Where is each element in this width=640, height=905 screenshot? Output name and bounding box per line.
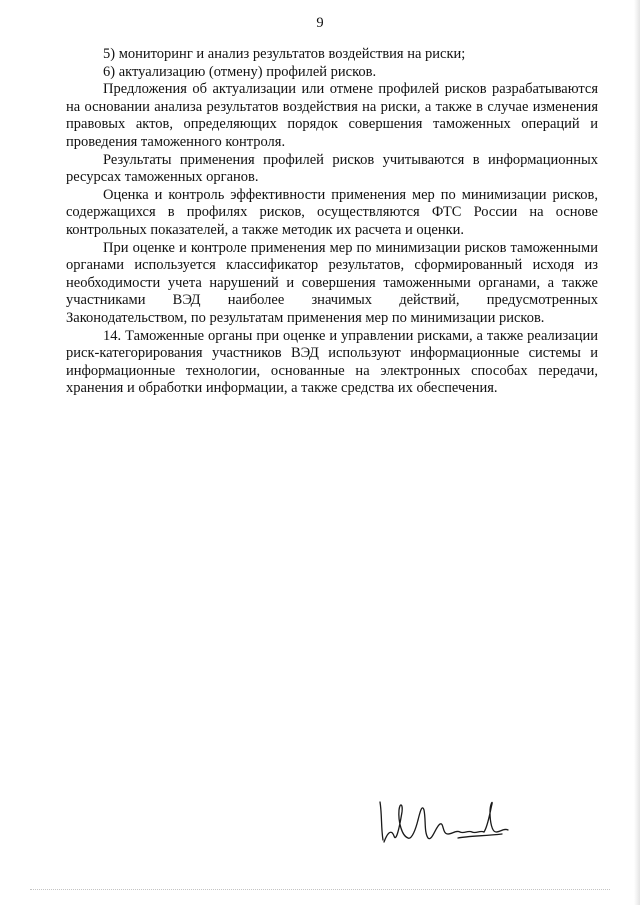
- paragraph-results-classifier: При оценке и контроле применения мер по минимизации рисков таможенными органами используется классификатор результатов, сформированный исходя из необходимости учета нарушений и совершения таможенными органами, а также участниками ВЭД наиболее значимых действий, предусмотренных Законодательством, по результатам применения мер по минимизации рисков.: [66, 239, 598, 326]
- paragraph-profile-proposals: Предложения об актуализации или отмене профилей рисков разрабатываются на основании анализа результатов воздействия на риски, а также в случае изменения правовых актов, определяющих порядок совершения таможенных операций и проведения таможенного контроля.: [66, 81, 598, 150]
- document-body: [66, 46, 598, 398]
- scan-artifact-dotted-line: [30, 889, 610, 890]
- page-number: 9: [316, 15, 324, 31]
- paragraph-efficiency-assessment: Оценка и контроль эффективности применения мер по минимизации рисков, содержащихся в профилях рисков, осуществляются ФТС России на основе контрольных показателей, а также методик их расчета и оценки.: [66, 186, 598, 238]
- list-item-6: 6) актуализацию (отмену) профилей рисков.: [103, 63, 377, 80]
- handwritten-signature: [372, 790, 522, 850]
- list-item-5: 5) мониторинг и анализ результатов воздействия на риски;: [103, 46, 466, 62]
- paragraph-item-14: 14. Таможенные органы при оценке и управлении рисками, а также реализации риск-категорирования участников ВЭД используют информационные системы и информационные технологии, основанные на электронных способах передачи, хранения и обработки информации, а также средства их обеспечения.: [66, 327, 598, 397]
- page-edge-shadow: [634, 0, 640, 905]
- paragraph-profile-results: Результаты применения профилей рисков учитываются в информационных ресурсах таможенных органов.: [66, 151, 598, 186]
